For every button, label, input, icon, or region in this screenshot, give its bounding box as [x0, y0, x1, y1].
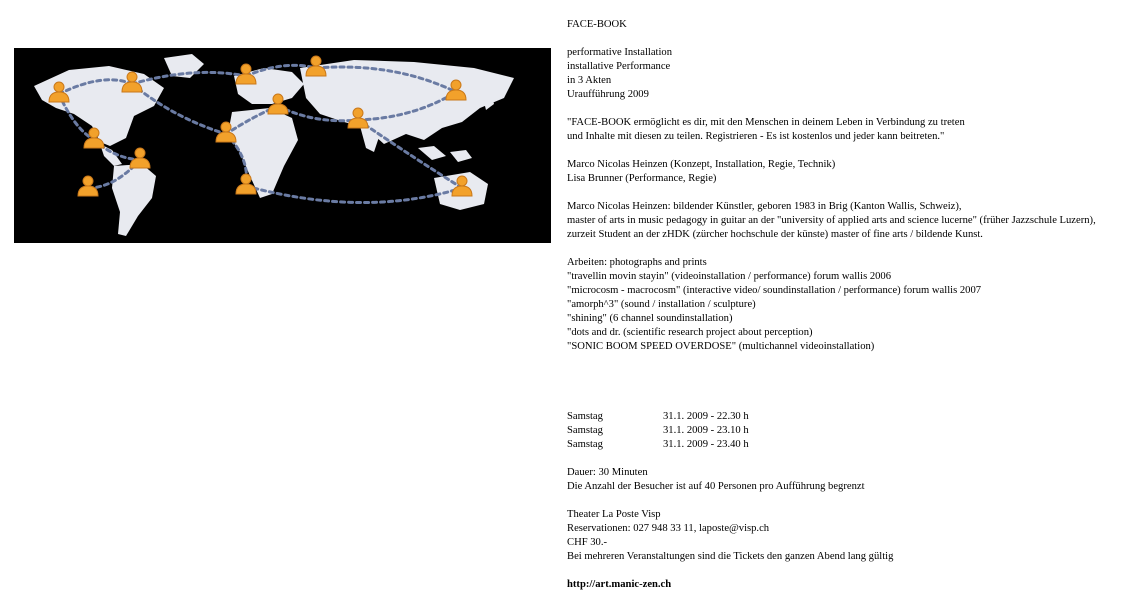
bio-line: zurzeit Student an der zHDK (zürcher hochschule der künste) master of fine arts / bildende Kunst.: [567, 229, 983, 240]
showtime-row: [567, 410, 1145, 424]
showtime-datetime: 31.1. 2009 - 23.40 h: [663, 439, 749, 450]
subtitle-line: installative Performance: [567, 61, 671, 72]
showtime-day: Samstag: [567, 425, 603, 436]
quote-block: [567, 116, 1145, 144]
quote-line: "FACE-BOOK ermöglicht es dir, mit den Menschen in deinem Leben in Verbindung zu treten: [567, 117, 965, 128]
quote-line: und Inhalte mit diesen zu teilen. Registrieren - Es ist kostenlos und jeder kann beitreten.": [567, 131, 945, 142]
website-link[interactable]: http://art.manic-zen.ch: [567, 579, 672, 590]
showtime-datetime: 31.1. 2009 - 22.30 h: [663, 411, 749, 422]
works-line: "travellin movin stayin" (videoinstallation / performance) forum wallis 2006: [567, 271, 892, 282]
venue-line: CHF 30.-: [567, 537, 608, 548]
event-description: [567, 18, 1145, 592]
works-line: "amorph^3" (sound / installation / sculpture): [567, 299, 756, 310]
works-line: "microcosm - macrocosm" (interactive video/ soundinstallation / performance) forum wallis 2007: [567, 285, 982, 296]
works-line: "shining" (6 channel soundinstallation): [567, 313, 733, 324]
showtimes-block: [567, 410, 1145, 452]
works-line: "dots and dr. (scientific research project about perception): [567, 327, 813, 338]
credits-block: [567, 158, 1145, 186]
duration-block: [567, 466, 1145, 494]
showtime-datetime: 31.1. 2009 - 23.10 h: [663, 425, 749, 436]
venue-block: [567, 508, 1145, 564]
subtitle-block: [567, 46, 1145, 102]
venue-line: Bei mehreren Veranstaltungen sind die Tickets den ganzen Abend lang gültig: [567, 551, 894, 562]
showtime-row: [567, 438, 1145, 452]
venue-line: Reservationen: 027 948 33 11, laposte@visp.ch: [567, 523, 770, 534]
duration-line: Die Anzahl der Besucher ist auf 40 Personen pro Aufführung begrenzt: [567, 481, 865, 492]
credits-line: Marco Nicolas Heinzen (Konzept, Installation, Regie, Technik): [567, 159, 836, 170]
subtitle-line: in 3 Akten: [567, 75, 612, 86]
showtime-day: Samstag: [567, 439, 603, 450]
world-map-icon: [14, 48, 551, 243]
duration-line: Dauer: 30 Minuten: [567, 467, 648, 478]
venue-line: Theater La Poste Visp: [567, 509, 661, 520]
showtime-row: [567, 424, 1145, 438]
bio-line: master of arts in music pedagogy in guitar an der "university of applied arts and science lucerne" (früher Jazzschule Luzern),: [567, 215, 1096, 226]
subtitle-line: Uraufführung 2009: [567, 89, 649, 100]
works-block: [567, 256, 1145, 354]
credits-line: Lisa Brunner (Performance, Regie): [567, 173, 717, 184]
works-line: Arbeiten: photographs and prints: [567, 257, 707, 268]
world-map-network-image: [14, 48, 551, 243]
subtitle-line: performative Installation: [567, 47, 673, 58]
bio-line: Marco Nicolas Heinzen: bildender Künstler, geboren 1983 in Brig (Kanton Wallis, Schweiz),: [567, 201, 962, 212]
page-title: FACE-BOOK: [567, 19, 627, 30]
works-line: "SONIC BOOM SPEED OVERDOSE" (multichannel videoinstallation): [567, 341, 875, 352]
bio-block: [567, 200, 1145, 242]
showtime-day: Samstag: [567, 411, 603, 422]
